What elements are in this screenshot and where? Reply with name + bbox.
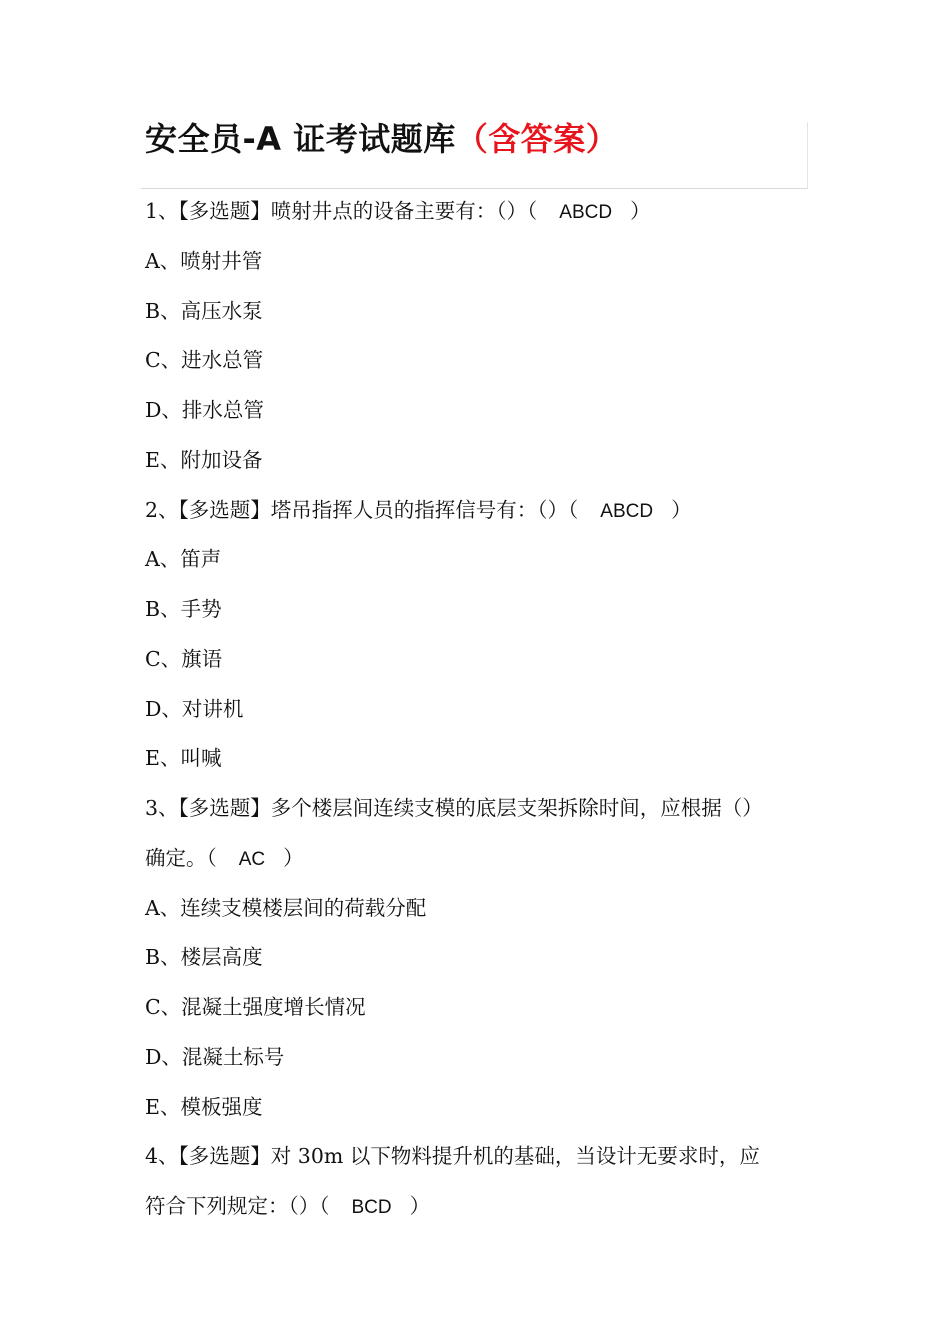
question-2-option-c: C、旗语 [145, 647, 223, 671]
question-4-answer: BCD [351, 1197, 392, 1218]
question-4-stem-continued: 符合下列规定：（）（ BCD ） [145, 1194, 431, 1218]
question-1-option-c: C、进水总管 [145, 348, 264, 372]
question-3-answer: AC [238, 849, 266, 870]
title-box [141, 122, 808, 189]
question-1-option-b: B、高压水泵 [145, 299, 263, 323]
question-1-option-d: D、排水总管 [145, 398, 264, 422]
question-2-stem: 2、【多选题】塔吊指挥人员的指挥信号有：（）（ ABCD ） [145, 498, 692, 522]
question-1-option-e: E、附加设备 [145, 448, 263, 472]
question-3-option-d: D、混凝土标号 [145, 1045, 285, 1069]
question-3-stem: 3、【多选题】多个楼层间连续支模的底层支架拆除时间，应根据（） [145, 796, 763, 820]
question-4-stem: 4、【多选题】对 30m 以下物料提升机的基础，当设计无要求时，应 [145, 1144, 760, 1168]
question-1-option-a: A、喷射井管 [145, 249, 263, 273]
question-3-stem-continued: 确定。（ AC ） [145, 846, 304, 870]
question-2-option-b: B、手势 [145, 597, 222, 621]
question-3-option-a: A、连续支模楼层间的荷载分配 [145, 896, 427, 920]
page-title [145, 114, 618, 160]
question-2-option-a: A、笛声 [145, 547, 222, 571]
question-2-option-e: E、叫喊 [145, 746, 222, 770]
question-1-answer: ABCD [559, 202, 613, 223]
question-3-option-c: C、混凝土强度增长情况 [145, 995, 366, 1019]
question-1-stem: 1、【多选题】喷射井点的设备主要有：（）（ ABCD ） [145, 199, 651, 223]
question-2-option-d: D、对讲机 [145, 697, 244, 721]
question-3-option-b: B、楼层高度 [145, 945, 263, 969]
title-main: 安全员-A 证考试题库 [145, 120, 456, 158]
question-3-option-e: E、模板强度 [145, 1095, 263, 1119]
question-2-answer: ABCD [600, 501, 654, 522]
title-highlight: （含答案） [455, 120, 619, 158]
